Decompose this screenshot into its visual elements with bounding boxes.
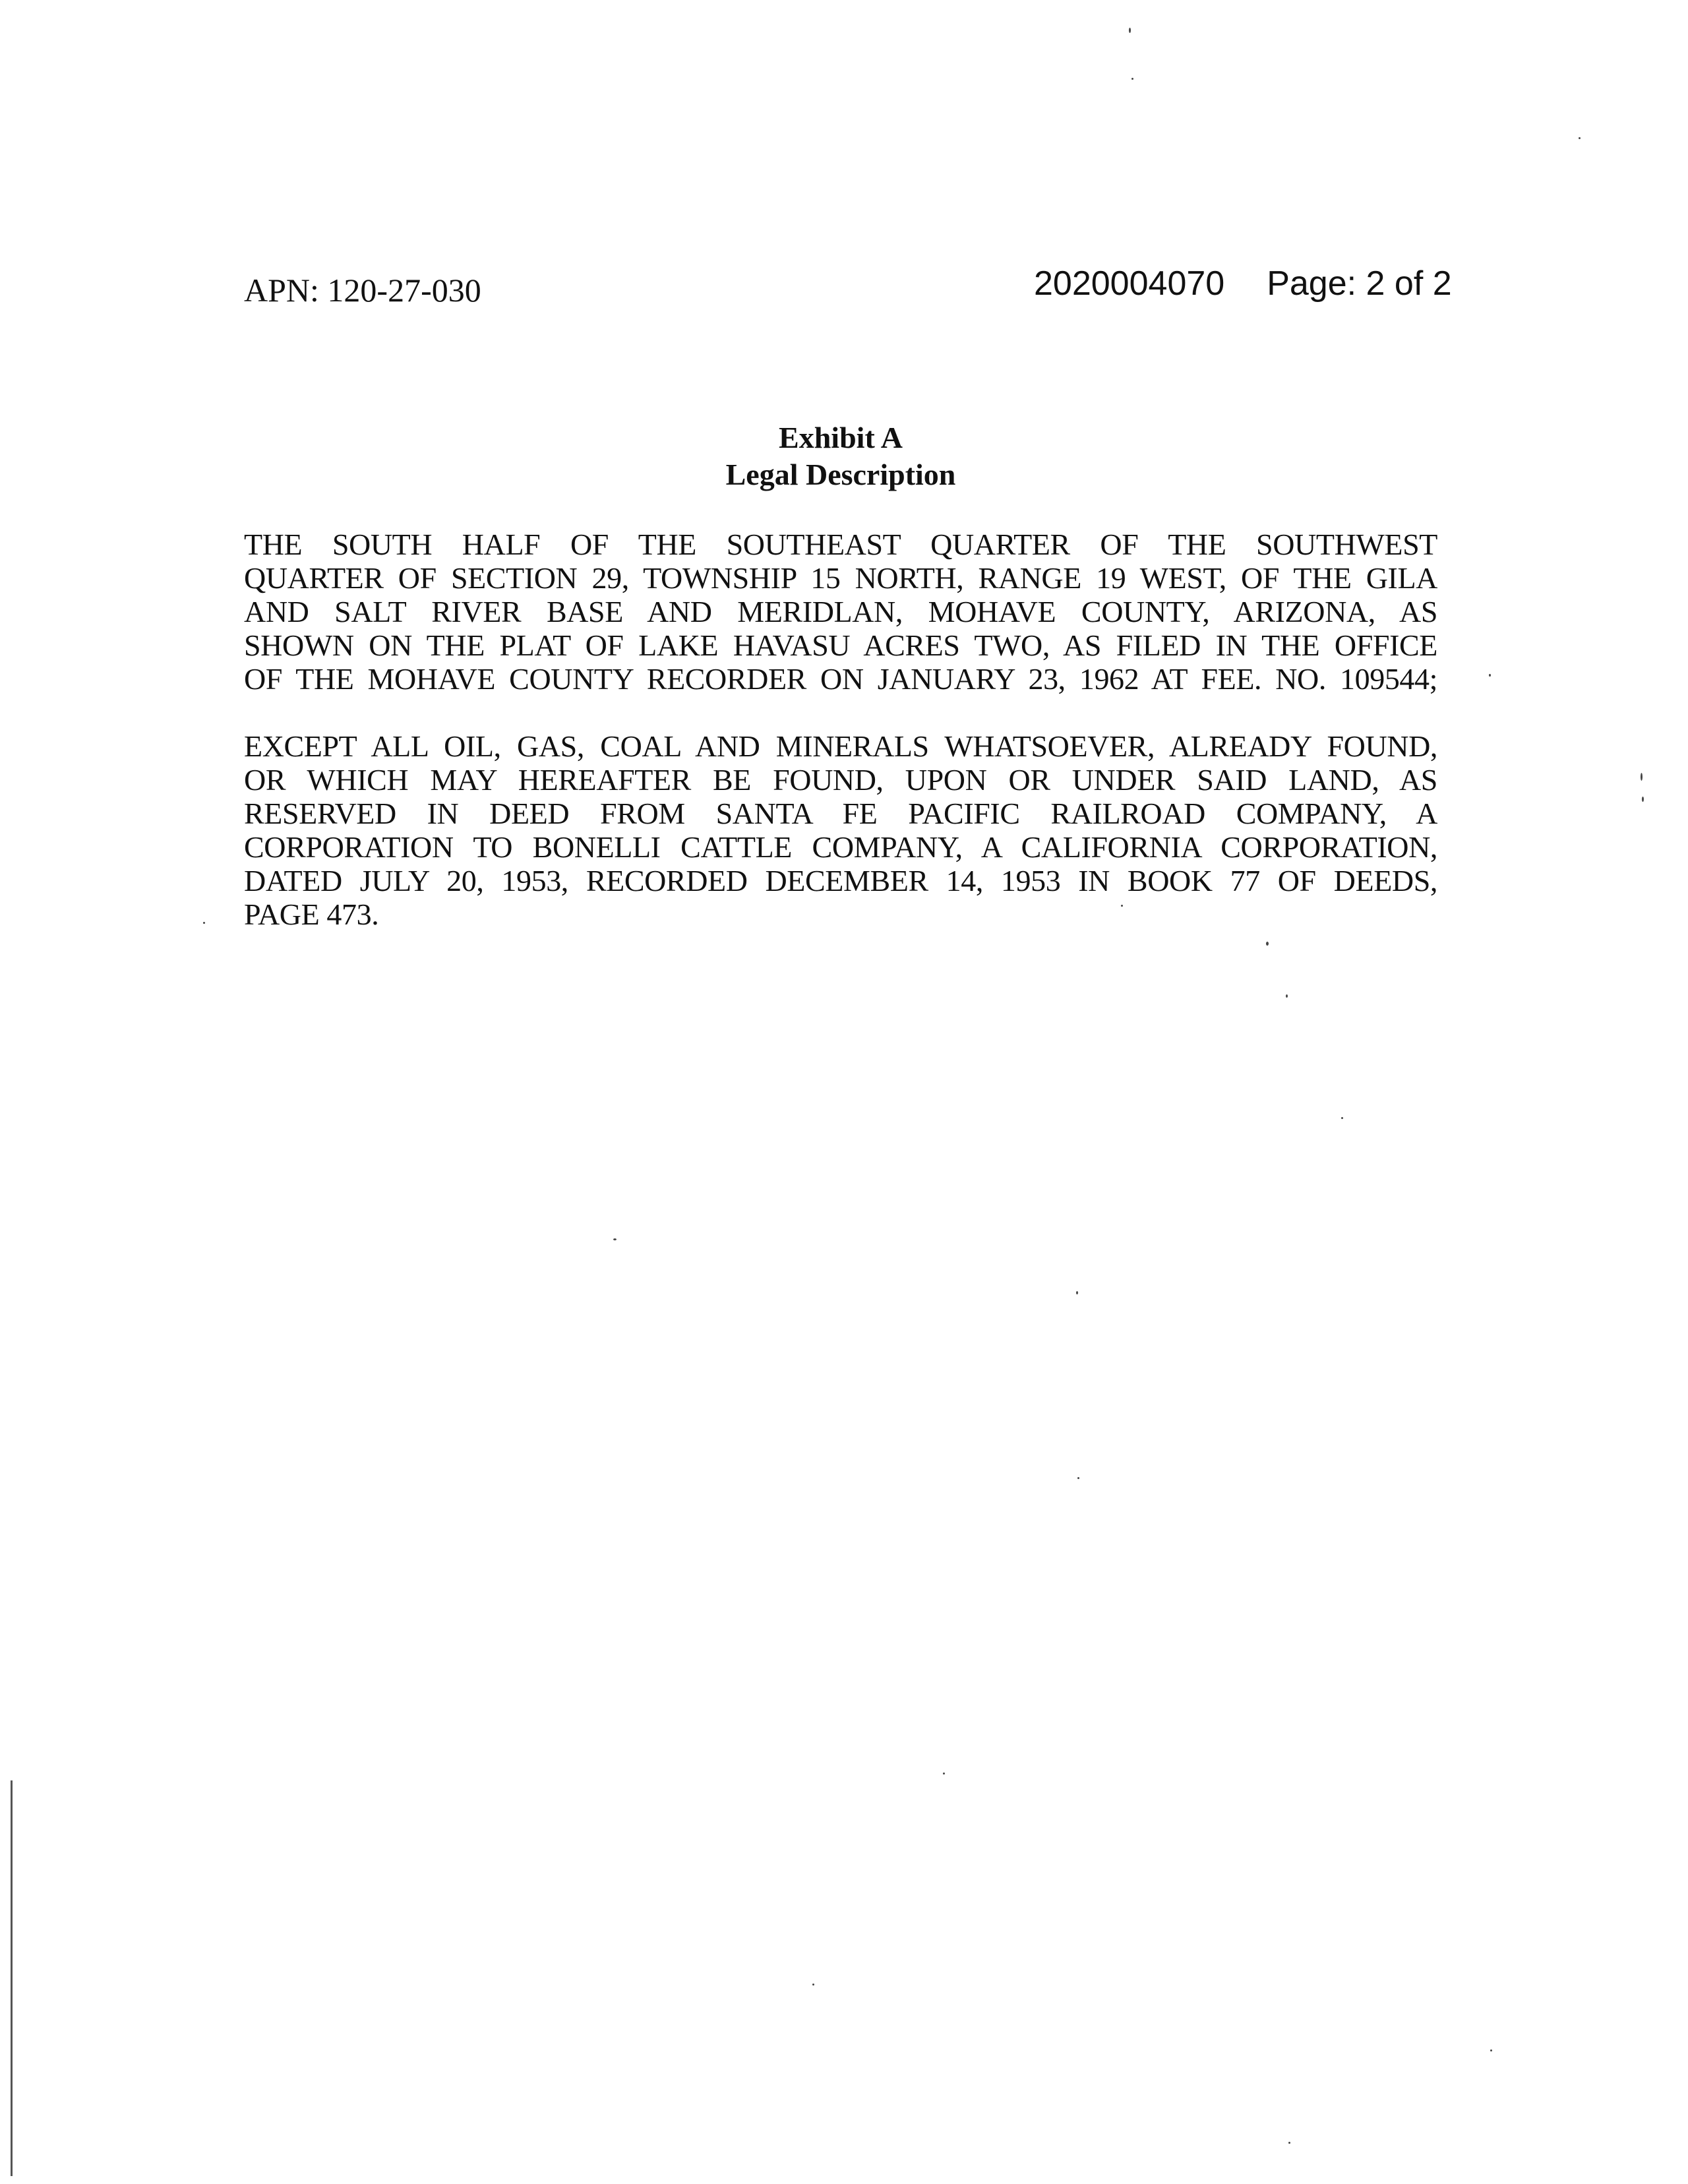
scan-speck xyxy=(613,1238,617,1240)
paragraph-line: AND SALT RIVER BASE AND MERIDLAN, MOHAVE COUNTY, ARIZONA, AS xyxy=(244,595,1437,628)
scan-speck xyxy=(812,1984,814,1986)
paragraph-line: OF THE MOHAVE COUNTY RECORDER ON JANUARY 23, 1962 AT FEE. NO. 109544; xyxy=(244,662,1437,696)
scan-speck xyxy=(1641,773,1643,781)
document-number: 2020004070 xyxy=(1034,264,1225,303)
legal-paragraph-1 xyxy=(244,528,1437,696)
scan-speck xyxy=(1129,28,1131,33)
scan-speck xyxy=(203,922,205,924)
scan-edge-line xyxy=(11,1780,13,2176)
paragraph-line: THE SOUTH HALF OF THE SOUTHEAST QUARTER OF THE SOUTHWEST xyxy=(244,528,1437,561)
paragraph-line: CORPORATION TO BONELLI CATTLE COMPANY, A CALIFORNIA CORPORATION, xyxy=(244,830,1437,864)
scan-speck xyxy=(1077,1477,1079,1479)
legal-paragraph-2 xyxy=(244,729,1437,931)
exhibit-subtitle: Legal Description xyxy=(725,458,956,491)
paragraph-line: DATED JULY 20, 1953, RECORDED DECEMBER 14, 1953 IN BOOK 77 OF DEEDS, xyxy=(244,864,1437,897)
paragraph-line: PAGE 473. xyxy=(244,897,379,931)
exhibit-heading xyxy=(244,419,1437,493)
paragraph-line: QUARTER OF SECTION 29, TOWNSHIP 15 NORTH, RANGE 19 WEST, OF THE GILA xyxy=(244,561,1437,595)
page-number: Page: 2 of 2 xyxy=(1267,264,1452,303)
scan-speck xyxy=(1076,1291,1078,1294)
scan-speck xyxy=(1490,2049,1492,2051)
recording-info xyxy=(1034,262,1452,305)
legal-description xyxy=(244,528,1437,931)
paragraph-line: EXCEPT ALL OIL, GAS, COAL AND MINERALS WHATSOEVER, ALREADY FOUND, xyxy=(244,729,1437,763)
scan-speck xyxy=(1579,137,1581,139)
scan-speck xyxy=(1489,674,1491,677)
paragraph-line: OR WHICH MAY HEREAFTER BE FOUND, UPON OR UNDER SAID LAND, AS xyxy=(244,763,1437,797)
scan-speck xyxy=(1642,797,1644,802)
scan-speck xyxy=(1266,942,1269,946)
scan-speck xyxy=(1288,2142,1290,2144)
scan-speck xyxy=(1341,1117,1343,1119)
exhibit-title: Exhibit A xyxy=(779,421,903,454)
paragraph-line: RESERVED IN DEED FROM SANTA FE PACIFIC RAILROAD COMPANY, A xyxy=(244,797,1437,830)
scan-speck xyxy=(943,1773,945,1774)
paragraph-line: SHOWN ON THE PLAT OF LAKE HAVASU ACRES TWO, AS FILED IN THE OFFICE xyxy=(244,628,1437,662)
scan-speck xyxy=(1286,994,1288,998)
scan-speck xyxy=(1121,905,1123,907)
apn-label: APN: 120-27-030 xyxy=(244,272,481,309)
scan-speck xyxy=(1131,78,1133,80)
